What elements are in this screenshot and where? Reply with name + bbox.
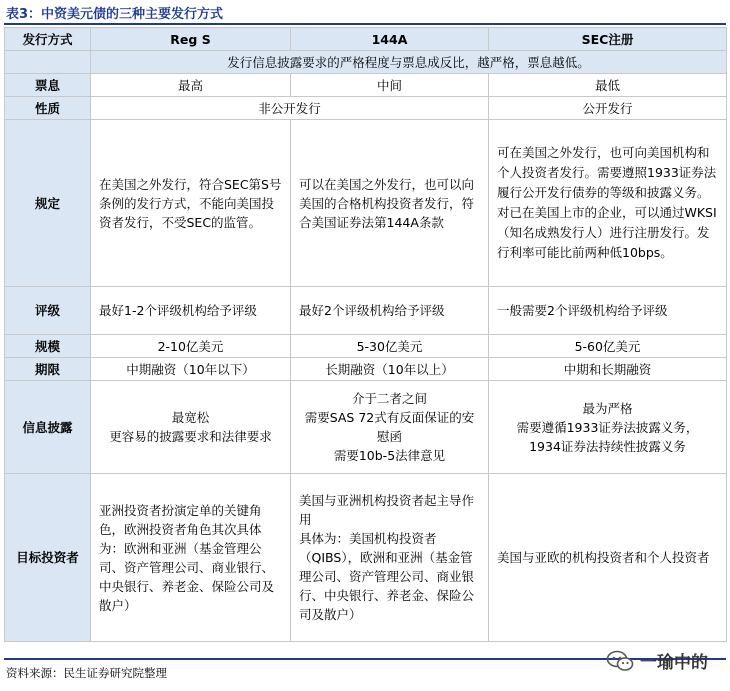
row-label-scale: 规模 bbox=[5, 335, 91, 358]
issuance-table bbox=[4, 27, 727, 642]
table-row bbox=[5, 358, 727, 381]
col-header-regs: Reg S bbox=[91, 28, 291, 51]
cell-nature-public: 公开发行 bbox=[489, 97, 727, 120]
disclosure-regs-head: 最宽松 bbox=[171, 410, 210, 425]
disclosure-144a-body: 需要SAS 72式有反面保证的安慰函 bbox=[304, 410, 475, 444]
watermark bbox=[606, 648, 708, 673]
disclosure-144a-head: 介于二者之间 bbox=[351, 391, 427, 406]
disclosure-sec-head: 最为严格 bbox=[582, 400, 633, 416]
target-144a-a: 美国与亚洲机构投资者起主导作用 bbox=[299, 493, 475, 527]
subheader-text: 发行信息披露要求的严格程度与票息成反比，越严格，票息越低。 bbox=[91, 51, 727, 74]
cell-term-regs: 中期融资（10年以下） bbox=[91, 358, 291, 381]
table-row bbox=[5, 474, 727, 642]
cell-nature-private: 非公开发行 bbox=[91, 97, 489, 120]
target-144a-b: 具体为：美国机构投资者（QIBS），欧洲和亚洲（基金管理公司、资产管理公司、商业银行、中央银行、养老金、保险公司及散户） bbox=[299, 531, 475, 622]
table-row bbox=[5, 335, 727, 358]
disclosure-144a-body2: 需要10b-5法律意见 bbox=[333, 448, 446, 463]
col-header-144a: 144A bbox=[291, 28, 489, 51]
cell-coupon-regs: 最高 bbox=[91, 74, 291, 97]
table-row bbox=[5, 120, 727, 287]
row-label-term: 期限 bbox=[5, 358, 91, 381]
cell-rules-144a: 可以在美国之外发行，也可以向美国的合格机构投资者发行，符合美国证券法第144A条款 bbox=[291, 120, 489, 287]
cell-target-sec: 美国与亚欧的机构投资者和个人投资者 bbox=[489, 474, 727, 642]
row-label-rating: 评级 bbox=[5, 287, 91, 335]
cell-target-regs: 亚洲投资者扮演定单的关键角色，欧洲投资者角色其次具体为：欧洲和亚洲（基金管理公司、资产管理公司、商业银行、中央银行、养老金、保险公司及散户） bbox=[91, 474, 291, 642]
table-title: 表3：中资美元债的三种主要发行方式 bbox=[6, 7, 224, 22]
cell-scale-regs: 2-10亿美元 bbox=[91, 335, 291, 358]
table-row bbox=[5, 287, 727, 335]
cell-scale-sec: 5-60亿美元 bbox=[489, 335, 727, 358]
subheader-row bbox=[5, 51, 727, 74]
table-row bbox=[5, 97, 727, 120]
source-note: 资料来源：民生证券研究院整理 bbox=[6, 666, 167, 680]
col-header-method: 发行方式 bbox=[5, 28, 91, 51]
wechat-icon bbox=[606, 650, 634, 672]
cell-term-sec: 中期和长期融资 bbox=[489, 358, 727, 381]
cell-target-144a bbox=[291, 474, 489, 642]
row-label-disclosure: 信息披露 bbox=[5, 381, 91, 474]
table-row bbox=[5, 74, 727, 97]
disclosure-sec-body: 需要遵循1933证券法披露义务， bbox=[516, 419, 699, 435]
cell-disclosure-regs bbox=[91, 381, 291, 474]
top-rule bbox=[4, 23, 726, 25]
row-label-coupon: 票息 bbox=[5, 74, 91, 97]
cell-coupon-144a: 中间 bbox=[291, 74, 489, 97]
row-label-target: 目标投资者 bbox=[5, 474, 91, 642]
table-row bbox=[5, 381, 727, 474]
cell-rating-regs: 最好1-2个评级机构给予评级 bbox=[91, 287, 291, 335]
cell-rules-sec: 可在美国之外发行，也可向美国机构和个人投资者发行。需要遵照1933证券法履行公开发行债券的等级和披露义务。对已在美国上市的企业，可以通过WKSI（知名成熟发行人）进行注册发行。发行利率可能比前两种低10bps。 bbox=[489, 120, 727, 287]
cell-rules-regs: 在美国之外发行，符合SEC第S号条例的发行方式，不能向美国投资者发行，不受SEC的监管。 bbox=[91, 120, 291, 287]
cell-disclosure-sec bbox=[489, 381, 727, 474]
disclosure-sec-body2: 1934证券法持续性披露义务 bbox=[529, 438, 686, 454]
watermark-text: 一瑜中的 bbox=[640, 653, 708, 673]
cell-coupon-sec: 最低 bbox=[489, 74, 727, 97]
cell-term-144a: 长期融资（10年以上） bbox=[291, 358, 489, 381]
row-label-nature: 性质 bbox=[5, 97, 91, 120]
cell-rating-144a: 最好2个评级机构给予评级 bbox=[291, 287, 489, 335]
cell-rating-sec: 一般需要2个评级机构给予评级 bbox=[489, 287, 727, 335]
row-label-rules: 规定 bbox=[5, 120, 91, 287]
header-row bbox=[5, 28, 727, 51]
cell-disclosure-144a bbox=[291, 381, 489, 474]
col-header-sec: SEC注册 bbox=[489, 28, 727, 51]
disclosure-regs-body: 更容易的披露要求和法律要求 bbox=[109, 429, 272, 444]
cell-scale-144a: 5-30亿美元 bbox=[291, 335, 489, 358]
